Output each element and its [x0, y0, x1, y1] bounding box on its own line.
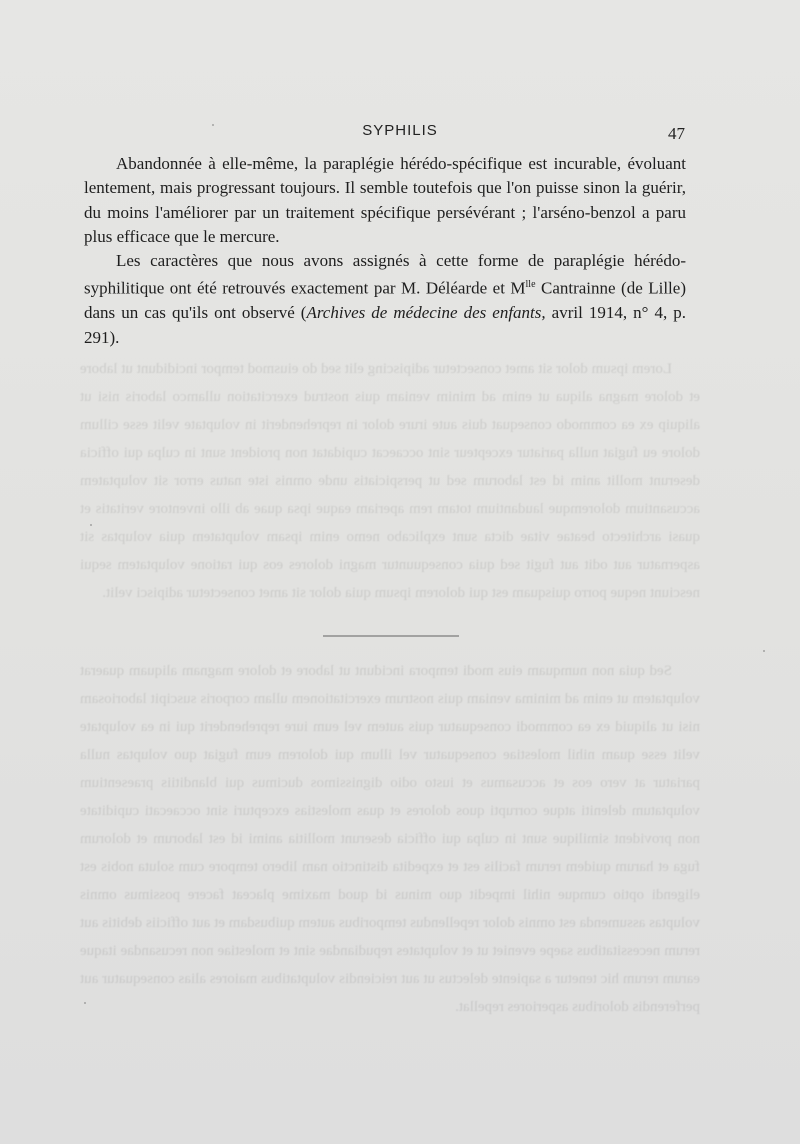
- paragraph-2-journal-title: Archives de médecine des enfants,: [306, 303, 546, 323]
- paragraph-2-text-before: Les caractères que nous avons assignés à cette forme de paraplégie hérédo-syphilitique ont été retrouvés exactement par M. Déléarde et M: [84, 251, 686, 299]
- paragraph-1: Abandonnée à elle-même, la paraplégie hérédo-spécifique est incurable, évoluant lentement, mais progressant toujours. Il semble toutefois que l'on puisse sinon la guérir, du moins l'améliorer par un traitement spécifique persévérant ; l'arséno-benzol a paru plus efficace que le mercure.: [84, 154, 686, 246]
- paragraph-2-text-middle: Cantrainne (de Lille) dans un cas qu'ils ont observé (: [84, 279, 686, 323]
- paper-speck: [212, 124, 214, 126]
- paragraph-2-superscript: lle: [525, 279, 536, 291]
- running-header-title: SYPHILIS: [362, 122, 438, 139]
- main-text-block: [84, 152, 686, 350]
- reverse-side-bleed-through: Lorem ipsum dolor sit amet consectetur adipiscing elit sed do eiusmod tempor incididunt ut labore et dolore magna aliqua ut enim ad minim veniam quis nostrud exercitation ullamco laboris nisi ut aliquip ex ea commodo consequat duis aute irure dolor in reprehenderit in voluptate velit esse cillum dolore eu fugiat nulla pariatur excepteur sint occaecat cupidatat non proident sunt in culpa qui officia deserunt mollit anim id est laborum sed ut perspiciatis unde omnis iste natus error sit voluptatem accusantium doloremque laudantium totam rem aperiam eaque ipsa quae ab illo inventore veritatis et quasi architecto beatae vitae dicta sunt explicabo nemo enim ipsam voluptatem quia voluptas sit aspernatur aut odit aut fugit sed quia consequuntur magni dolores eos qui ratione voluptatem sequi nesciunt neque porro quisquam est qui dolorem ipsum quia dolor sit amet consectetur adipisci velit. Sed quia non numquam eius modi tempora incidunt ut labore et dolore magnam aliquam quaerat voluptatem ut enim ad minima veniam quis nostrum exercitationem ullam corporis suscipit laboriosam nisi ut aliquid ex ea commodi consequatur quis autem vel eum iure reprehenderit qui in ea voluptate velit esse quam nihil molestiae consequatur vel illum qui dolorem eum fugiat quo voluptas nulla pariatur at vero eos et accusamus et iusto odio dignissimos ducimus qui blanditiis praesentium voluptatum deleniti atque corrupti quos dolores et quas molestias excepturi sint occaecati cupiditate non provident similique sunt in culpa qui officia deserunt mollitia animi id est laborum et dolorum fuga et harum quidem rerum facilis est et expedita distinctio nam libero tempore cum soluta nobis est eligendi optio cumque nihil impedit quo minus id quod maxime placeat facere possimus omnis voluptas assumenda est omnis dolor repellendus temporibus autem quibusdam et aut officiis debitis aut rerum necessitatibus saepe eveniet ut et voluptates repudiandae sint et molestiae non recusandae itaque earum rerum hic tenetur a sapiente delectus ut aut reiciendis voluptatibus maiores alias consequatur aut perferendis doloribus asperiores repellat.: [80, 361, 700, 1015]
- paper-speck: [763, 650, 765, 652]
- page-number: 47: [668, 124, 685, 143]
- paper-speck: [84, 1002, 86, 1004]
- paragraph-2-text-after: avril 1914, n° 4, p. 291).: [84, 303, 687, 347]
- paragraph-2: [84, 249, 686, 350]
- bleed-through-rule: [323, 635, 459, 637]
- paper-speck: [90, 524, 92, 526]
